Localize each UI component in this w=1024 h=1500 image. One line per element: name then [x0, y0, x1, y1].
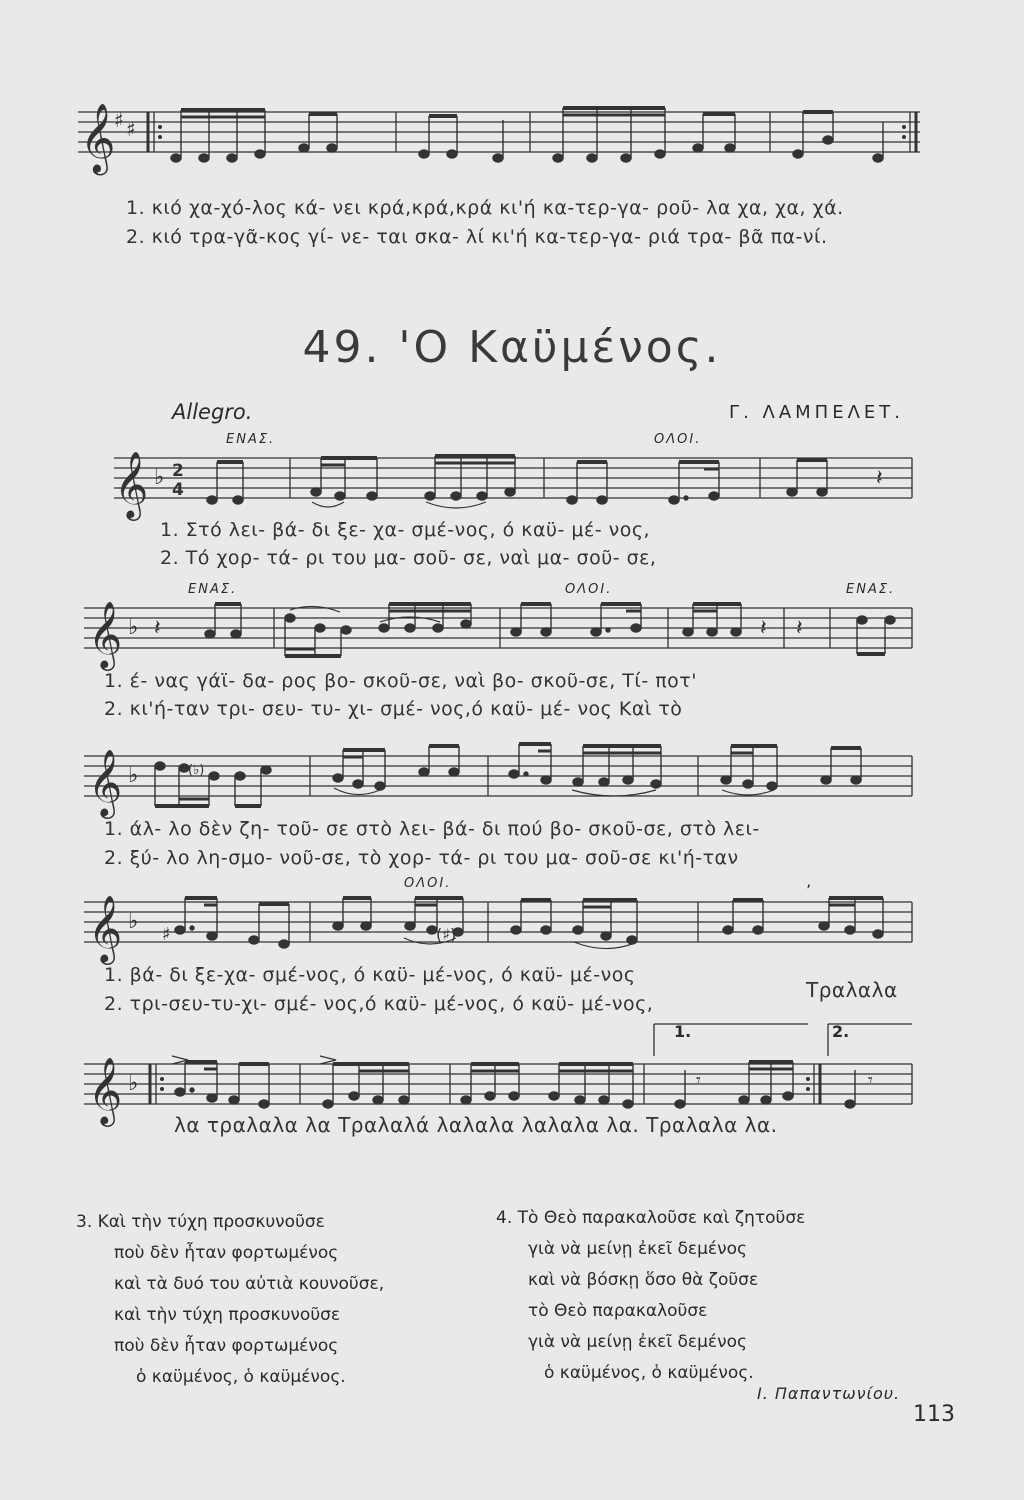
verse-4 [496, 1203, 805, 1389]
svg-text:♭: ♭ [128, 1071, 139, 1096]
all-mark-3: ΟΛΟΙ. [404, 876, 452, 891]
svg-text:𝄾: 𝄾 [696, 1070, 701, 1091]
svg-text:(♭): (♭) [188, 763, 205, 778]
page-number: 113 [913, 1402, 955, 1427]
prev-song-lyrics-1: 1. κιό χα-χό-λος κά- νει κρά,κρά,κρά κι'ή κα-τερ-γα- ροῦ- λα χα, χα, χά. [126, 197, 844, 219]
song-title: 49. 'Ο Καϋμένος. [302, 322, 722, 373]
verse-4-line-2: γιὰ νὰ μείνῃ ἐκεῖ δεμένος [528, 1239, 747, 1259]
svg-text:♯: ♯ [162, 924, 171, 945]
staff-system-3 [84, 730, 914, 816]
all-mark-1: ΟΛΟΙ. [654, 432, 702, 447]
svg-text:♯: ♯ [114, 108, 124, 132]
system-3-lyrics-1: 1. άλ- λο δὲν ζη- τοῦ- σε στὸ λει- βά- δι πού βο- σκοῦ-σε, στὸ λει- [104, 818, 760, 840]
svg-text:’: ’ [806, 881, 812, 900]
refrain-start: Τραλαλα [806, 978, 898, 1002]
volta-2-label: 2. [832, 1022, 850, 1041]
verse-4-line-4: τὸ Θεὸ παρακαλοῦσε [528, 1301, 708, 1321]
verse-3-line-3: καὶ τὰ δυό του αὐτιὰ κουνοῦσε, [114, 1274, 385, 1294]
svg-text:𝄞: 𝄞 [88, 1056, 123, 1124]
verse-3-line-4: καὶ τὴν τύχη προσκυνοῦσε [114, 1305, 341, 1325]
verse-3-line-1: 3. Καὶ τὴν τύχη προσκυνοῦσε [76, 1212, 325, 1232]
svg-text:♭: ♭ [154, 465, 165, 490]
all-mark-2: ΟΛΟΙ. [565, 582, 613, 597]
staff-system-1 [114, 440, 914, 520]
system-4-lyrics-1: 1. βά- δι ξε-χα- σμέ-νος, ό καϋ- μέ-νος, ό καϋ- μέ-νος [104, 964, 636, 986]
svg-text:𝄽: 𝄽 [760, 616, 767, 641]
volta-1-label: 1. [674, 1022, 692, 1041]
staff-prev-song [78, 92, 938, 182]
svg-text:♯: ♯ [126, 117, 136, 141]
svg-text:𝄽: 𝄽 [876, 466, 883, 491]
system-2-lyrics-2: 2. κι'ή-ταν τρι- σευ- τυ- χι- σμέ- νος,ό καϋ- μέ- νος Καὶ τὸ [104, 698, 683, 720]
verses-author-signature: Ι. Παπαντωνίου. [757, 1384, 901, 1403]
system-5-lyrics: λα τραλαλα λα Τραλαλά λαλαλα λαλαλα λα. Τραλαλα λα. [174, 1113, 778, 1137]
svg-text:𝄽: 𝄽 [796, 616, 803, 641]
svg-text:𝄞: 𝄞 [88, 748, 123, 816]
verse-3-line-6: ὁ καϋμένος, ὁ καϋμένος. [136, 1367, 346, 1387]
svg-text:𝄾: 𝄾 [868, 1070, 873, 1091]
verse-3-line-2: ποὺ δὲν ἦταν φορτωμένος [114, 1243, 339, 1263]
system-3-lyrics-2: 2. ξύ- λο λη-σμο- νοῦ-σε, τὸ χορ- τά- ρι του μα- σοῦ-σε κι'ή-ταν [104, 847, 739, 869]
solo-mark-1: ΕΝΑΣ. [226, 432, 276, 447]
svg-text:𝄽: 𝄽 [154, 616, 161, 641]
composer-name: Γ. ΛΑΜΠΕΛΕΤ. [729, 402, 904, 423]
staff-system-2 [84, 590, 914, 670]
prev-song-lyrics-2: 2. κιό τρα-γᾶ-κος γί- νε- ται σκα- λί κι'ή κα-τερ-γα- ριά τρα- βᾶ πα-νί. [126, 226, 828, 248]
verse-3-line-5: ποὺ δὲν ἦταν φορτωμένος [114, 1336, 339, 1356]
tempo-marking: Allegro. [172, 400, 253, 424]
svg-text:𝄞: 𝄞 [88, 894, 123, 962]
svg-text:♭: ♭ [128, 763, 139, 788]
system-2-lyrics-1: 1. έ- νας γάϊ- δα- ρος βο- σκοῦ-σε, ναὶ βο- σκοῦ-σε, Τί- ποτ' [104, 670, 697, 692]
svg-text:2: 2 [172, 461, 184, 481]
system-1-lyrics-2: 2. Τό χορ- τά- ρι του μα- σοῦ- σε, ναὶ μα- σοῦ- σε, [160, 547, 657, 569]
svg-text:♭: ♭ [128, 615, 139, 640]
svg-text:4: 4 [172, 480, 184, 500]
solo-mark-2: ΕΝΑΣ. [188, 582, 238, 597]
svg-text:𝄞: 𝄞 [114, 450, 149, 518]
staff-system-5 [84, 1020, 914, 1124]
verse-4-line-1: 4. Τὸ Θεὸ παρακαλοῦσε καὶ ζητοῦσε [496, 1208, 806, 1228]
svg-text:𝄞: 𝄞 [80, 103, 116, 173]
solo-mark-3: ΕΝΑΣ. [846, 582, 896, 597]
system-4-lyrics-2: 2. τρι-σευ-τυ-χι- σμέ- νος,ό καϋ- μέ-νος, ό καϋ- μέ-νος, [104, 993, 654, 1015]
svg-text:♭: ♭ [128, 909, 139, 934]
verse-4-line-5: γιὰ νὰ μείνῃ ἐκεῖ δεμένος [528, 1332, 747, 1352]
svg-text:𝄞: 𝄞 [88, 600, 123, 668]
system-1-lyrics-1: 1. Στό λει- βά- δι ξε- χα- σμέ-νος, ό καϋ- μέ- νος, [160, 519, 651, 541]
verse-3 [76, 1207, 384, 1393]
verse-4-line-6: ὁ καϋμένος, ὁ καϋμένος. [544, 1363, 754, 1383]
verse-4-line-3: καὶ νὰ βόσκῃ ὅσο θὰ ζοῦσε [528, 1270, 759, 1290]
svg-text:(♯): (♯) [436, 925, 457, 944]
